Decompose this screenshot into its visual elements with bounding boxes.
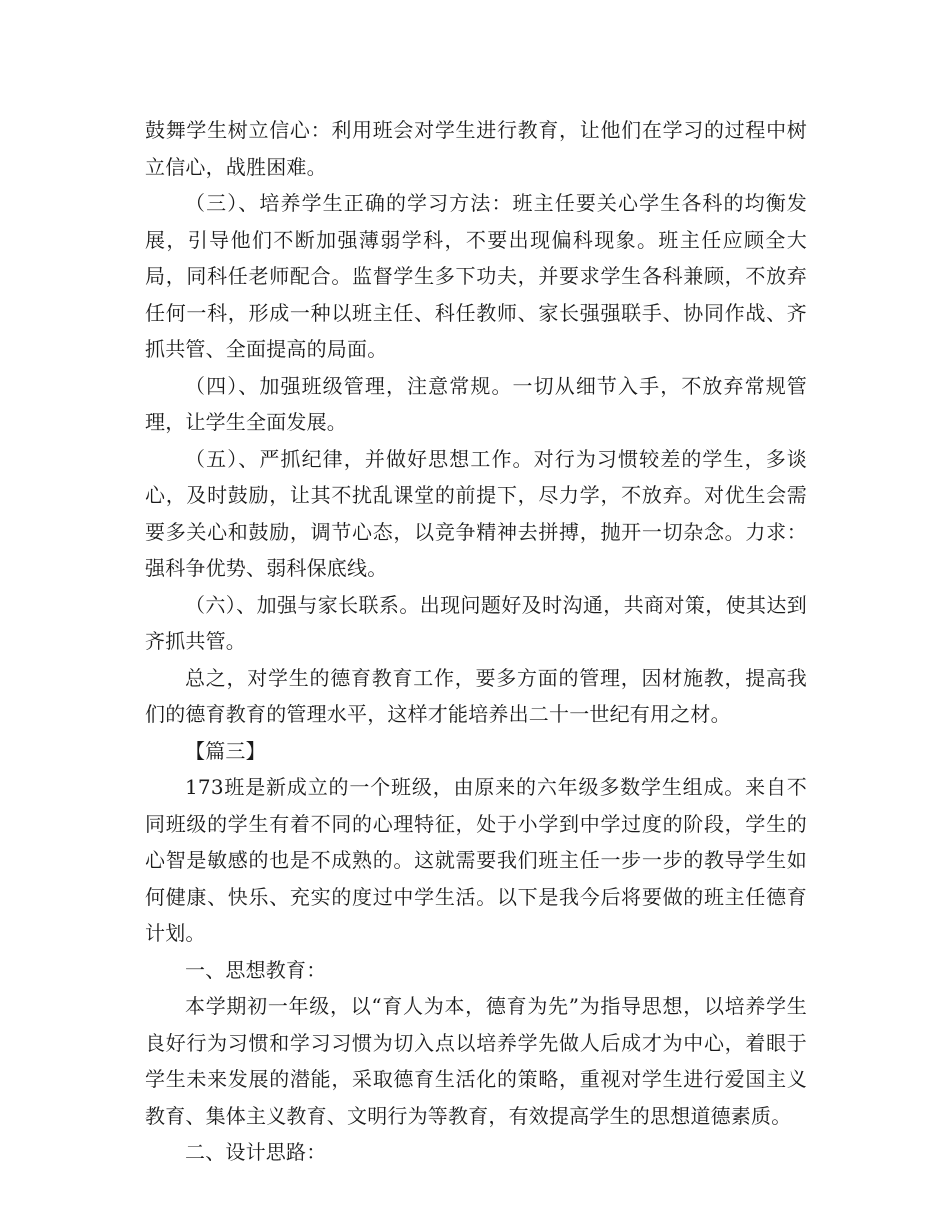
paragraph-class-intro: 173班是新成立的一个班级，由原来的六年级多数学生组成。来自不同班级的学生有着不同的心理特征，处于小学到中学过度的阶段，学生的心智是敏感的也是不成熟的。这就需要我们班主任一步一步的教导学生如何健康、快乐、充实的度过中学生活。以下是我今后将要做的班主任德育计划。: [145, 775, 807, 945]
heading-ideological-education: 一、思想教育：: [185, 957, 327, 982]
paragraph-discipline: （五）、严抓纪律，并做好思想工作。对行为习惯较差的学生，多谈心，及时鼓励，让其不扰乱课堂的前提下，尽力学，不放弃。对优生会需要多关心和鼓励，调节心态，以竞争精神去拼搏，抛开一切杂念。力求：强科争优势、弱科保底线。: [145, 446, 807, 580]
paragraph-class-management: （四）、加强班级管理，注意常规。一切从细节入手，不放弃常规管理，让学生全面发展。: [145, 373, 807, 434]
heading-design-ideas: 二、设计思路：: [185, 1140, 327, 1164]
paragraph-summary: 总之，对学生的德育教育工作，要多方面的管理，因材施教，提高我们的德育教育的管理水平，这样才能培养出二十一世纪有用之材。: [145, 665, 807, 726]
document-body: [145, 112, 807, 1171]
paragraph-continuation: 鼓舞学生树立信心：利用班会对学生进行教育，让他们在学习的过程中树立信心，战胜困难。: [145, 118, 807, 179]
paragraph-parent-contact: （六）、加强与家长联系。出现问题好及时沟通，共商对策，使其达到齐抓共管。: [145, 592, 807, 653]
paragraph-ideological-education: 本学期初一年级，以“育人为本，德育为先”为指导思想，以培养学生良好行为习惯和学习习惯为切入点以培养学先做人后成才为中心，着眼于学生未来发展的潜能，采取德育生活化的策略，重视对学生进行爱国主义教育、集体主义教育、文明行为等教育，有效提高学生的思想道德素质。: [145, 994, 807, 1128]
section-heading-part-three: 【篇三】: [185, 738, 266, 763]
paragraph-study-methods: （三）、培养学生正确的学习方法：班主任要关心学生各科的均衡发展，引导他们不断加强薄弱学科，不要出现偏科现象。班主任应顾全大局，同科任老师配合。监督学生多下功夫，并要求学生各科兼顾，不放弃任何一科，形成一种以班主任、科任教师、家长强强联手、协同作战、齐抓共管、全面提高的局面。: [145, 191, 807, 361]
